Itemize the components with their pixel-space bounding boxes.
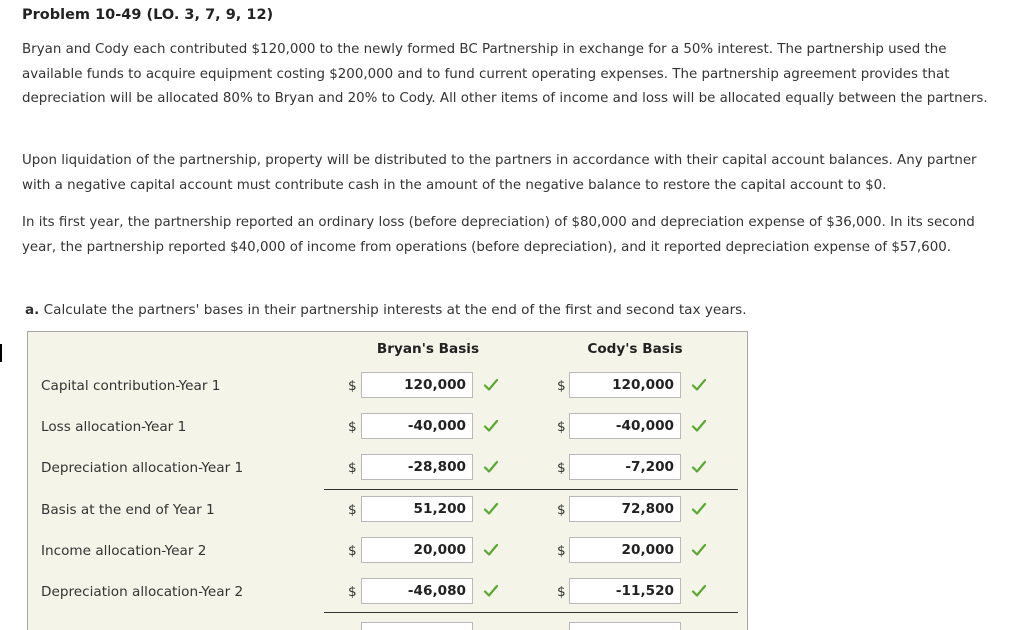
row-label: Basis at the end of Year 1 bbox=[41, 502, 215, 518]
left-edge-marker bbox=[0, 344, 2, 362]
bryan-basis-input[interactable] bbox=[361, 537, 473, 563]
table-row bbox=[27, 578, 748, 608]
dollar-sign: $ bbox=[557, 419, 566, 435]
bryan-basis-input-partial[interactable] bbox=[361, 622, 473, 630]
table-row bbox=[27, 413, 748, 443]
check-icon bbox=[483, 583, 499, 599]
dollar-sign: $ bbox=[348, 543, 357, 559]
row-label: Depreciation allocation-Year 1 bbox=[41, 460, 244, 476]
cody-basis-input-partial[interactable] bbox=[569, 622, 681, 630]
table-row bbox=[27, 454, 748, 484]
row-label: Depreciation allocation-Year 2 bbox=[41, 584, 244, 600]
column-header-bryan: Bryan's Basis bbox=[376, 341, 480, 357]
check-icon bbox=[483, 418, 499, 434]
table-row bbox=[27, 372, 748, 402]
bryan-basis-input[interactable] bbox=[361, 496, 473, 522]
subtotal-rule bbox=[324, 612, 738, 613]
row-label: Income allocation-Year 2 bbox=[41, 543, 207, 559]
check-icon bbox=[691, 583, 707, 599]
check-icon bbox=[691, 459, 707, 475]
dollar-sign: $ bbox=[348, 584, 357, 600]
cody-basis-input[interactable] bbox=[569, 413, 681, 439]
problem-title: Problem 10-49 (LO. 3, 7, 9, 12) bbox=[22, 7, 274, 23]
cody-basis-input[interactable] bbox=[569, 496, 681, 522]
table-row bbox=[27, 537, 748, 567]
row-label: Loss allocation-Year 1 bbox=[41, 419, 187, 435]
dollar-sign: $ bbox=[557, 460, 566, 476]
check-icon bbox=[483, 459, 499, 475]
dollar-sign: $ bbox=[557, 584, 566, 600]
dollar-sign: $ bbox=[348, 502, 357, 518]
dollar-sign: $ bbox=[557, 378, 566, 394]
problem-paragraph: In its first year, the partnership reported an ordinary loss (before depreciation) of $80,000 and depreciation expense of $36,000. In its second year, the partnership reported $40,000 of income from operations (before depreciation), and it reported depreciation expense of $57,600. bbox=[22, 215, 975, 255]
bryan-basis-input[interactable] bbox=[361, 372, 473, 398]
check-icon bbox=[691, 501, 707, 517]
check-icon bbox=[483, 377, 499, 393]
table-row bbox=[27, 496, 748, 526]
dollar-sign: $ bbox=[557, 502, 566, 518]
cody-basis-input[interactable] bbox=[569, 454, 681, 480]
dollar-sign: $ bbox=[348, 378, 357, 394]
column-header-cody: Cody's Basis bbox=[587, 341, 683, 357]
bryan-basis-input[interactable] bbox=[361, 454, 473, 480]
check-icon bbox=[483, 542, 499, 558]
bryan-basis-input[interactable] bbox=[361, 578, 473, 604]
check-icon bbox=[483, 501, 499, 517]
dollar-sign: $ bbox=[557, 543, 566, 559]
bryan-basis-input[interactable] bbox=[361, 413, 473, 439]
dollar-sign: $ bbox=[348, 419, 357, 435]
check-icon bbox=[691, 418, 707, 434]
question-label: a. bbox=[25, 302, 40, 318]
subtotal-rule bbox=[324, 489, 738, 490]
question-a bbox=[25, 298, 747, 322]
check-icon bbox=[691, 542, 707, 558]
problem-paragraph: Upon liquidation of the partnership, property will be distributed to the partners in accordance with their capital account balances. Any partner with a negative capital account must contribute cash in the amount of the negative balance to restore the capital account to $0. bbox=[22, 153, 977, 193]
cody-basis-input[interactable] bbox=[569, 372, 681, 398]
check-icon bbox=[691, 377, 707, 393]
cody-basis-input[interactable] bbox=[569, 537, 681, 563]
cody-basis-input[interactable] bbox=[569, 578, 681, 604]
question-text: Calculate the partners' bases in their partnership interests at the end of the first and second tax years. bbox=[43, 302, 747, 318]
dollar-sign: $ bbox=[348, 460, 357, 476]
row-label: Capital contribution-Year 1 bbox=[41, 378, 221, 394]
problem-paragraph: Bryan and Cody each contributed $120,000 to the newly formed BC Partnership in exchange for a 50% interest. The partnership used the available funds to acquire equipment costing $200,000 and to fund current operating expenses. The partnership agreement provides that depreciation will be allocated 80% to Bryan and 20% to Cody. All other items of income and loss will be allocated equally between the partners. bbox=[22, 42, 988, 106]
